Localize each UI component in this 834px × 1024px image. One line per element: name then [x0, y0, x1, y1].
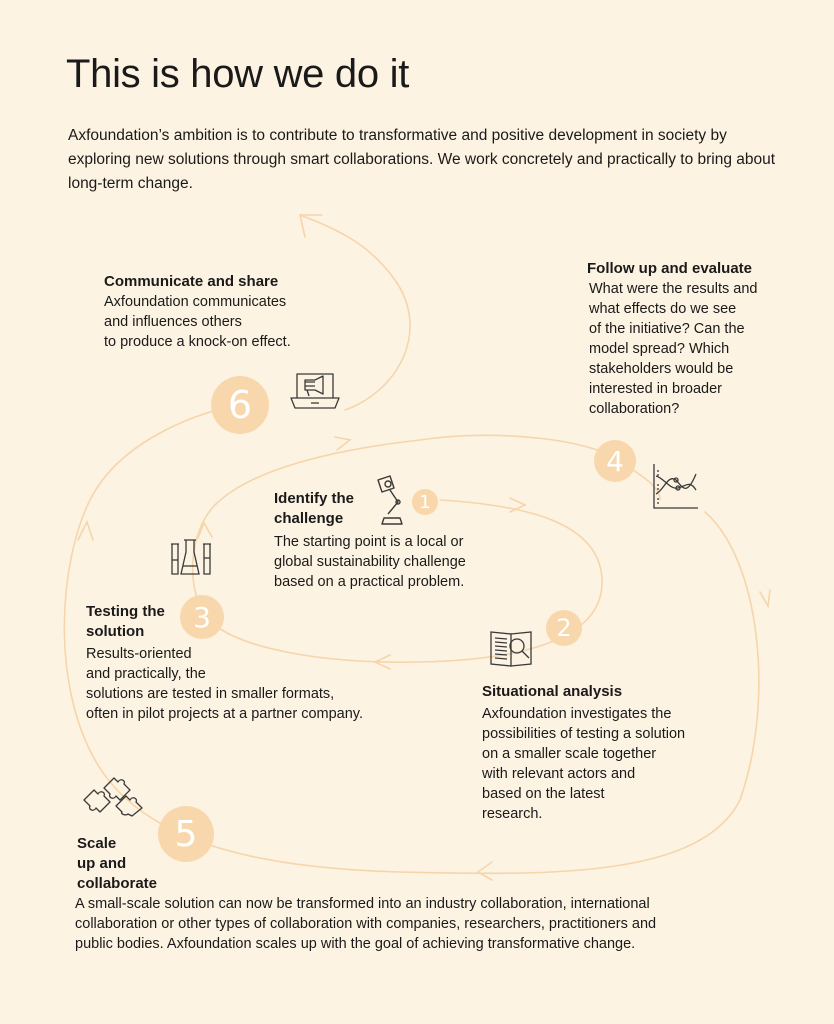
step-1-description: The starting point is a local or global sustainability challenge based on a practical problem. [274, 534, 466, 590]
line-graph-icon [650, 460, 700, 512]
arrowhead-middle [335, 437, 350, 450]
arrowhead-right [760, 590, 770, 606]
step-4-description: What were the results and what effects do we see of the initiative? Can the model spread? Which stakeholders would be interested in broader collaboration? [589, 281, 758, 417]
step-6-title: Communicate and share [104, 273, 279, 290]
lab-flasks-icon [168, 536, 214, 578]
step-4-title: Follow up and evaluate [587, 260, 753, 277]
megaphone-laptop-icon [289, 368, 341, 416]
step-2-number: 2 [546, 610, 582, 646]
step-2-description: Axfoundation investigates the possibilities of testing a solution on a smaller scale together with relevant actors and based on the latest research. [482, 706, 686, 822]
step-4-block [587, 259, 807, 419]
intro-paragraph: Axfoundation’s ambition is to contribute to transformative and positive development in society by exploring new solutions through smart collaborations. We work concretely and practically to bring about long-term change. [68, 127, 776, 192]
step-5-block [77, 834, 797, 954]
step-1-title: Identify the challenge [274, 490, 355, 527]
step-2-block [482, 682, 742, 824]
step-3-number: 3 [180, 595, 224, 639]
book-magnifier-icon [487, 626, 537, 670]
step-1-number: 1 [412, 489, 438, 515]
puzzle-pieces-icon [80, 770, 144, 818]
step-5-description: A small-scale solution can now be transformed into an industry collaboration, international collaboration or other types of collaboration with companies, researchers, practitioners and public bodies. Axfoundation scales up with the goal of achieving transformative change. [75, 896, 657, 952]
step-3-block [86, 602, 426, 724]
step-2-title: Situational analysis [482, 683, 623, 700]
step-3-title: Testing the solution [86, 603, 165, 640]
step-4-number: 4 [594, 440, 636, 482]
step-6-description: Axfoundation communicates and influences others to produce a knock-on effect. [104, 294, 291, 350]
step-3-description: Results-oriented and practically, the solutions are tested in smaller formats, often in pilot projects at a partner company. [86, 646, 363, 722]
page-title: This is how we do it [66, 52, 410, 96]
step-6-block [104, 272, 364, 352]
arrowhead-top [300, 215, 322, 237]
step-5-title: Scale up and collaborate [77, 835, 158, 892]
step-1-block [274, 489, 514, 592]
step-5-number: 5 [158, 806, 214, 862]
step-6-number: 6 [211, 376, 269, 434]
